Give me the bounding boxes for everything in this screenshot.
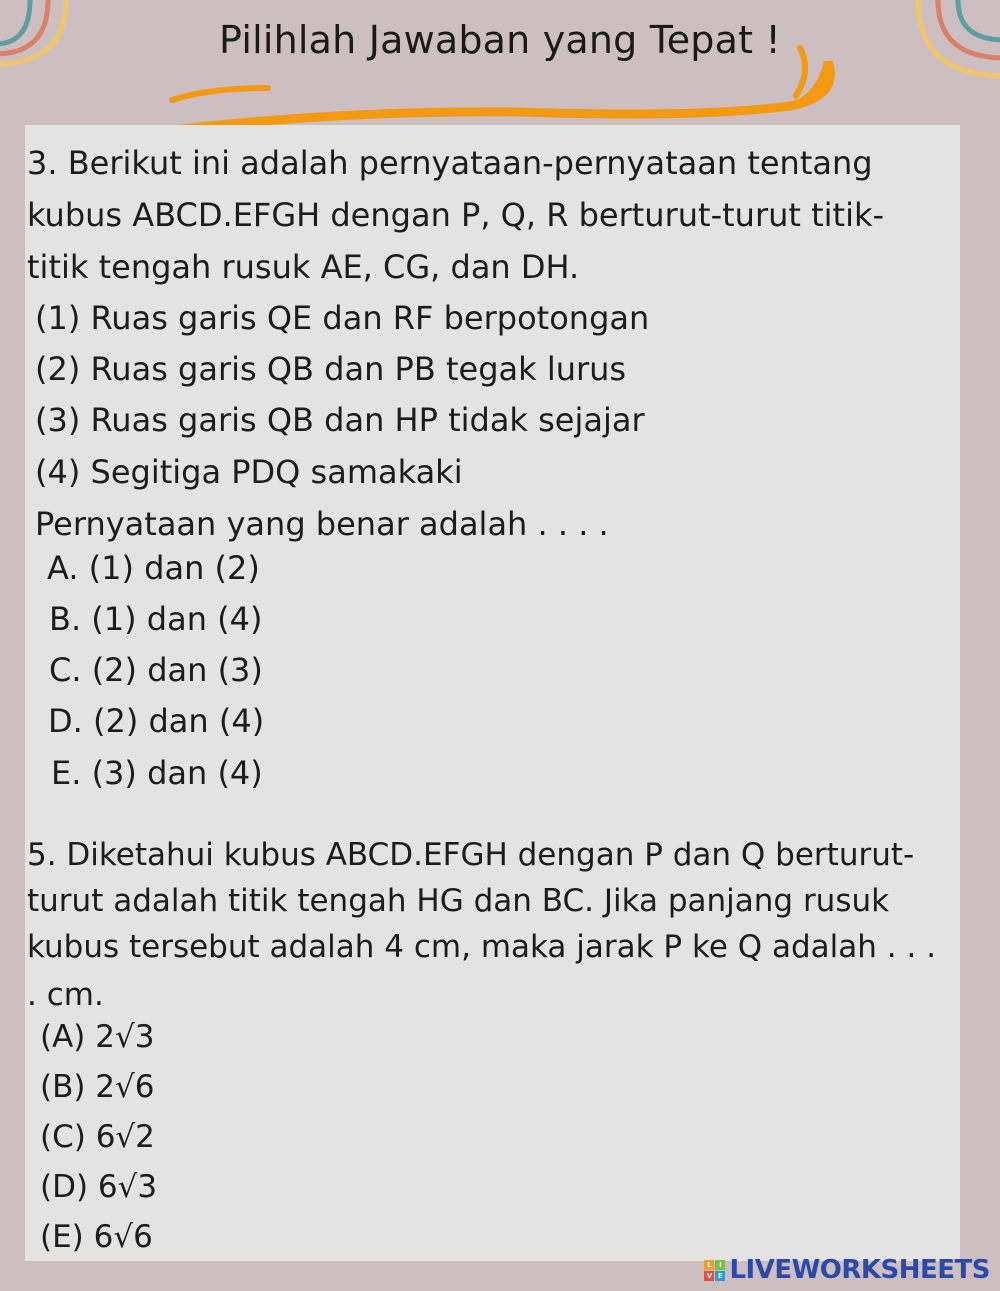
q3-option-a[interactable]: A. (1) dan (2) — [47, 549, 260, 587]
logo-letter-i: I — [715, 1260, 725, 1270]
q3-prompt: Pernyataan yang benar adalah . . . . — [35, 505, 609, 543]
title-swoosh-short — [172, 88, 268, 100]
q3-statement-2: (2) Ruas garis QB dan PB tegak lurus — [35, 350, 627, 388]
q5-option-c[interactable]: (C) 6√2 — [40, 1119, 155, 1155]
q3-statement-3: (3) Ruas garis QB dan HP tidak sejajar — [35, 401, 645, 439]
page-title: Pilihlah Jawaban yang Tepat ! — [219, 18, 781, 62]
liveworksheets-name: LIVEWORKSHEETS — [729, 1255, 990, 1285]
q5-stem-line-4: . cm. — [27, 977, 104, 1013]
title-swoosh-long — [148, 62, 830, 133]
q5-option-a[interactable]: (A) 2√3 — [40, 1019, 155, 1055]
q5-stem-line-1: 5. Diketahui kubus ABCD.EFGH dengan P dan Q berturut- — [27, 837, 915, 873]
liveworksheets-logo-icon — [704, 1260, 725, 1281]
q5-option-e[interactable]: (E) 6√6 — [40, 1219, 153, 1255]
q3-stem-line-1: 3. Berikut ini adalah pernyataan-pernyataan tentang — [27, 144, 873, 182]
q3-statement-4: (4) Segitiga PDQ samakaki — [35, 453, 463, 491]
q5-option-b[interactable]: (B) 2√6 — [40, 1069, 155, 1105]
q3-option-c[interactable]: C. (2) dan (3) — [49, 651, 263, 689]
q3-stem-line-3: titik tengah rusuk AE, CG, dan DH. — [27, 248, 580, 286]
logo-letter-e: E — [715, 1271, 725, 1281]
q3-statement-1: (1) Ruas garis QE dan RF berpotongan — [35, 299, 650, 337]
liveworksheets-brand[interactable] — [704, 1255, 990, 1285]
logo-letter-l: L — [704, 1260, 714, 1270]
q3-option-d[interactable]: D. (2) dan (4) — [48, 702, 265, 740]
q5-option-d[interactable]: (D) 6√3 — [40, 1169, 158, 1205]
q3-option-b[interactable]: B. (1) dan (4) — [49, 600, 263, 638]
q5-stem-line-3: kubus tersebut adalah 4 cm, maka jarak P ke Q adalah . . . — [27, 929, 937, 965]
question-panel — [25, 125, 960, 1261]
logo-letter-v: V — [704, 1271, 714, 1281]
q3-option-e[interactable]: E. (3) dan (4) — [51, 754, 263, 792]
q5-stem-line-2: turut adalah titik tengah HG dan BC. Jika panjang rusuk — [27, 883, 890, 919]
q3-stem-line-2: kubus ABCD.EFGH dengan P, Q, R berturut-turut titik- — [27, 196, 885, 234]
